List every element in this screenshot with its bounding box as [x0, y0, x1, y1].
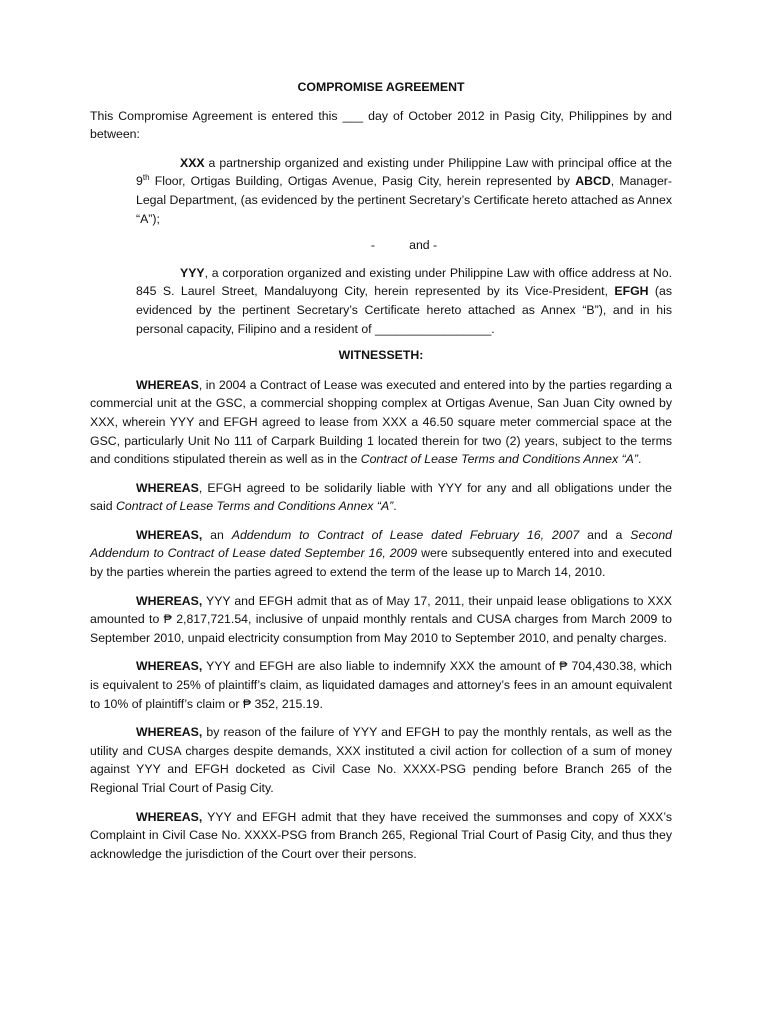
whereas-clause-1: WHEREAS, in 2004 a Contract of Lease was executed and entered into by the parties regarding a commercial unit at the GSC, a commercial shopping complex at Ortigas Avenue, San Juan City owned by XXX, wherein YYY and EFGH agreed to lease from XXX a 46.50 square meter commercial space at the GSC, particularly Unit No 111 of Carpark Building 1 located therein for two (2) years, subject to the terms and conditions stipulated therein as well as in the Contract of Lease Terms and Conditions Annex “A”.: [90, 377, 672, 467]
intro-paragraph: This Compromise Agreement is entered this ___ day of October 2012 in Pasig City, Philippines by and between:: [90, 108, 672, 142]
whereas-clause-2: WHEREAS, EFGH agreed to be solidarily liable with YYY for any and all obligations under the said Contract of Lease Terms and Conditions Annex “A”.: [90, 480, 672, 514]
party-yyy-name: YYY: [180, 265, 205, 280]
document-title: COMPROMISE AGREEMENT: [297, 80, 465, 94]
party-xxx-name: XXX: [180, 155, 205, 170]
document-body: [90, 78, 672, 873]
party-xxx-representative: ABCD: [575, 174, 611, 189]
and-separator: - and -: [370, 238, 438, 253]
whereas-clause-4: WHEREAS, YYY and EFGH admit that as of May 17, 2011, their unpaid lease obligations to XXX amounted to ₱ 2,817,721.54, inclusive of unpaid monthly rentals and CUSA charges from March 2009 to September 2010, unpaid electricity consumption from May 2010 to September 2010, and penalty charges.: [90, 593, 672, 645]
whereas-clause-5: WHEREAS, YYY and EFGH are also liable to indemnify XXX the amount of ₱ 704,430.38, which is equivalent to 25% of plaintiff’s claim, as liquidated damages and attorney’s fees in an amount equivalent to 10% of plaintiff’s claim or ₱ 352, 215.19.: [90, 659, 672, 711]
whereas-clause-3: WHEREAS, an Addendum to Contract of Lease dated February 16, 2007 and a Second Addendum to Contract of Lease dated September 16, 2009 were subsequently entered into and executed by the parties wherein the parties agreed to extend the term of the lease up to March 14, 2010.: [90, 527, 673, 580]
party-yyy-representative: EFGH: [614, 284, 649, 299]
whereas-clause-6: WHEREAS, by reason of the failure of YYY and EFGH to pay the monthly rentals, as well as the utility and CUSA charges despite demands, XXX instituted a civil action for collection of a sum of money against YYY and EFGH docketed as Civil Case No. XXXX-PSG pending before Branch 265 of the Regional Trial Court of Pasig City.: [90, 725, 672, 795]
witnesseth-heading: WITNESSETH:: [338, 348, 424, 363]
party-xxx-paragraph: XXX a partnership organized and existing under Philippine Law with principal office at the 9th Floor, Ortigas Building, Ortigas Avenue, Pasig City, herein represented by ABCD, Manager-Legal Department, (as evidenced by the pertinent Secretary’s Certificate hereto attached as Annex “A”);: [136, 155, 672, 226]
party-yyy-paragraph: YYY, a corporation organized and existing under Philippine Law with office address at No. 845 S. Laurel Street, Mandaluyong City, herein represented by its Vice-President, EFGH (as evidenced by the pertinent Secretary’s Certificate hereto attached as Annex “B”), and in his personal capacity, Filipino and a resident of _________________.: [136, 265, 672, 336]
whereas-clause-7: WHEREAS, YYY and EFGH admit that they have received the summonses and copy of XXX’s Complaint in Civil Case No. XXXX-PSG from Branch 265, Regional Trial Court of Pasig City, and thus they acknowledge the jurisdiction of the Court over their persons.: [90, 809, 672, 861]
